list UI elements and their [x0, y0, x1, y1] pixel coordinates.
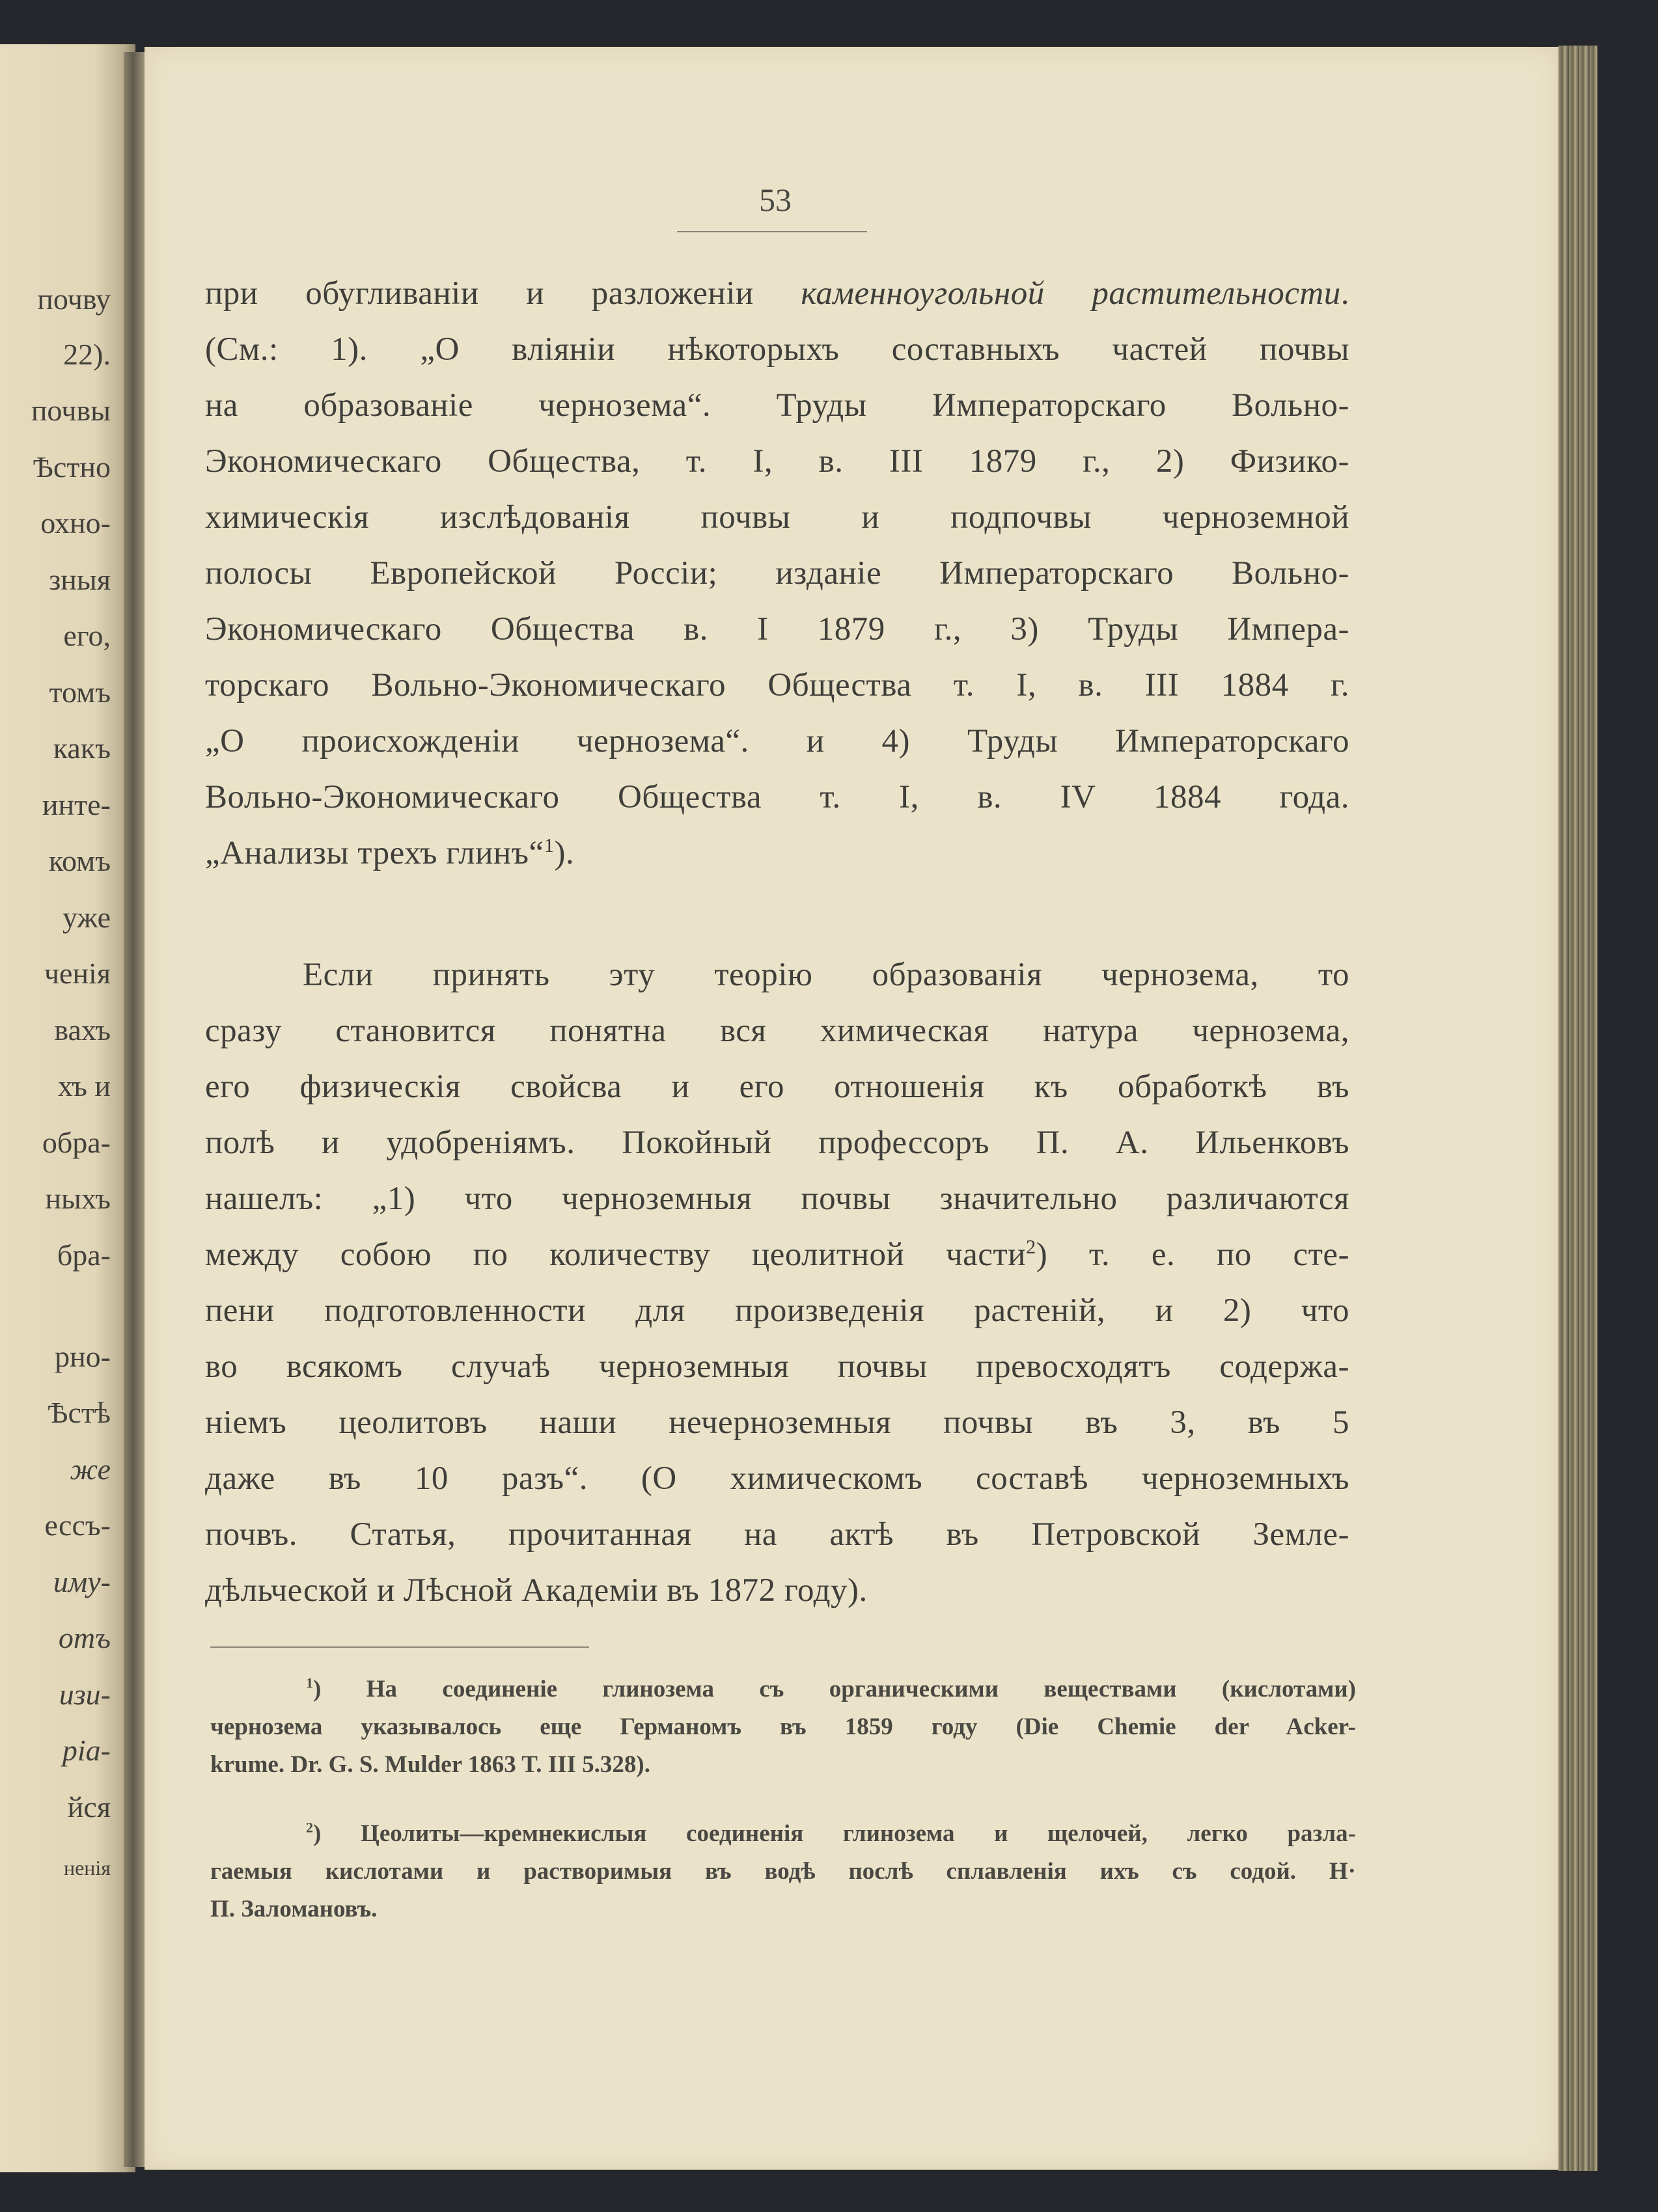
footnote-line: krume. Dr. G. S. Mulder 1863 T. III 5.328). — [210, 1751, 650, 1778]
left-page-fragment: ненія — [63, 1856, 111, 1879]
left-page-fragment: охно- — [40, 506, 111, 539]
footnote-rule — [210, 1646, 589, 1648]
footnote-line: гаемыя кислотами и растворимыя въ водѣ послѣ сплавленія ихъ съ содой. Н· — [210, 1858, 1356, 1885]
left-page-fragment: же — [70, 1453, 111, 1486]
left-page-fragment: ессъ- — [44, 1509, 111, 1542]
body-line: между собою по количеству цеолитной части$^2$) т. е. по сте- — [205, 1236, 1349, 1273]
left-page-fragment: иму- — [53, 1565, 111, 1598]
left-page-fragment: какъ — [53, 731, 111, 765]
footnote-1: $^1$) На соединеніе глинозема съ органическими веществами (кислотами) — [306, 1674, 1356, 1702]
body-line: химическія изслѣдованія почвы и подпочвы черноземной — [205, 499, 1349, 536]
body-line: (См.: 1). „О вліяніи нѣкоторыхъ составныхъ частей почвы — [205, 331, 1349, 368]
left-page-fragment: ріа- — [62, 1734, 111, 1767]
left-page-fragment: его, — [63, 619, 111, 652]
left-page-fragment: рно- — [55, 1340, 111, 1373]
book-gutter — [124, 52, 147, 2167]
body-line: сразу становится понятна вся химическая натура чернозема, — [205, 1013, 1349, 1049]
left-page-fragment: 22). — [63, 338, 111, 371]
left-page-fragment: Ѣстѣ — [48, 1396, 111, 1429]
left-facing-page — [0, 44, 135, 2172]
footnote-line: чернозема указывалось еще Германомъ въ 1859 году (Die Chemie der Acker- — [210, 1714, 1356, 1740]
body-line: торскаго Вольно-Экономическаго Общества т. I, в. III 1884 г. — [205, 667, 1349, 703]
body-line: нашелъ: „1) что черноземныя почвы значительно различаются — [205, 1181, 1349, 1217]
left-page-fragment: Ѣстно — [33, 450, 111, 484]
left-page-fragment: вахъ — [54, 1013, 111, 1046]
left-page-fragment: изи- — [59, 1678, 111, 1711]
body-line: при обугливаніи и разложеніи каменноугольной растительности. — [205, 275, 1349, 312]
left-page-fragment: ныхъ — [45, 1182, 111, 1215]
footnote-ref: 2 — [1026, 1236, 1036, 1258]
body-line: даже въ 10 разъ“. (О химическомъ составѣ черноземныхъ — [205, 1460, 1349, 1497]
body-line: ніемъ цеолитовъ наши нечерноземныя почвы въ 3, въ 5 — [205, 1404, 1349, 1441]
left-page-fragment: бра- — [57, 1238, 111, 1272]
body-line: „О происхожденіи чернозема“. и 4) Труды Императорскаго — [205, 723, 1349, 759]
left-page-fragment: отъ — [58, 1621, 111, 1654]
left-page-fragment: обра- — [42, 1126, 111, 1159]
body-line: Экономическаго Общества, т. I, в. III 1879 г., 2) Физико- — [205, 443, 1349, 480]
footnote-ref: 1 — [544, 834, 555, 856]
body-line: почвъ. Статья, прочитанная на актѣ въ Петровской Земле- — [205, 1516, 1349, 1553]
body-line: Экономическаго Общества в. I 1879 г., 3) Труды Импера- — [205, 611, 1349, 648]
page-number-rule — [677, 231, 867, 232]
body-line: Вольно-Экономическаго Общества т. I, в. IV 1884 года. — [205, 779, 1349, 815]
left-page-fragment: почвы — [31, 394, 111, 427]
left-page-fragment: хъ и — [57, 1069, 111, 1102]
page-edges — [1558, 46, 1597, 2171]
left-page-fragment: почву — [37, 282, 111, 316]
body-line: „Анализы трехъ глинъ“$^1$). — [205, 834, 575, 871]
body-line: полосы Европейской Россіи; изданіе Императорскаго Вольно- — [205, 555, 1349, 592]
body-line: полѣ и удобреніямъ. Покойный профессоръ П. А. Ильенковъ — [205, 1125, 1349, 1161]
page-number: 53 — [759, 182, 792, 218]
left-page-fragment: томъ — [49, 676, 111, 709]
footnote-line: П. Заломановъ. — [210, 1896, 378, 1922]
left-page-fragment: ченія — [44, 957, 111, 990]
body-line: на образованіе чернозема“. Труды Императорскаго Вольно- — [205, 387, 1349, 424]
body-line: дѣльческой и Лѣсной Академіи въ 1872 году). — [205, 1572, 868, 1609]
left-page-fragment: инте- — [42, 788, 111, 821]
body-line: пени подготовленности для произведенія растеній, и 2) что — [205, 1292, 1349, 1329]
body-line: во всякомъ случаѣ черноземныя почвы превосходятъ содержа- — [205, 1348, 1349, 1385]
body-line: Если принять эту теорію образованія чернозема, то — [303, 957, 1349, 993]
left-page-fragment: уже — [62, 901, 111, 934]
footnote-2: $^2$) Цеолиты—кремнекислыя соединенія глинозема и щелочей, легко разла- — [306, 1819, 1356, 1847]
body-line: его физическія свойсва и его отношенія къ обработкѣ въ — [205, 1069, 1349, 1105]
left-page-fragment: йся — [67, 1790, 111, 1823]
left-page-fragment: комъ — [48, 844, 111, 877]
left-page-fragment: зныя — [49, 563, 111, 596]
